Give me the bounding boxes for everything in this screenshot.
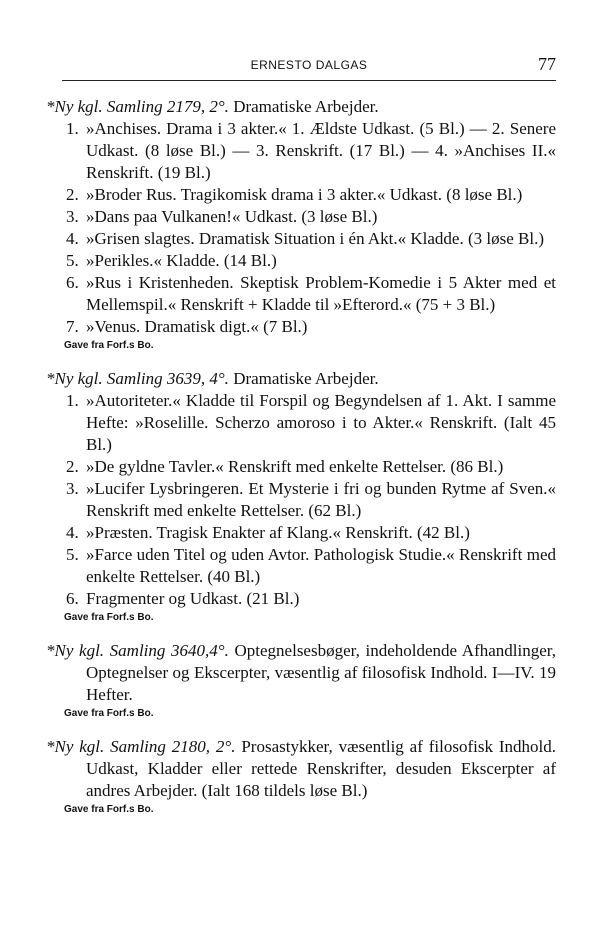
item-number: 6. [66, 589, 79, 608]
entry-title: Dramatiske Arbejder. [233, 97, 379, 116]
item-text: »Anchises. Drama i 3 akter.« 1. Ældste Udkast. (5 Bl.) — 2. Senere Udkast. (8 løse Bl.) — 3. Renskrift. (17 Bl.) — 4. »Anchises II.« Renskrift. (19 Bl.) [86, 119, 556, 182]
item-number: 4. [66, 229, 79, 248]
item-text: »De gyldne Tavler.« Renskrift med enkelte Rettelser. (86 Bl.) [86, 457, 504, 476]
item-text: »Perikles.« Kladde. (14 Bl.) [86, 251, 277, 270]
list-item [46, 456, 556, 478]
item-number: 3. [66, 479, 79, 498]
item-list [46, 390, 556, 610]
list-item [46, 390, 556, 456]
item-number: 6. [66, 273, 79, 292]
item-number: 7. [66, 317, 79, 336]
entry-heading [46, 368, 556, 390]
provenance-note: Gave fra Forf.s Bo. [64, 708, 154, 719]
provenance-note: Gave fra Forf.s Bo. [64, 340, 154, 351]
item-number: 2. [66, 185, 79, 204]
running-header [62, 52, 556, 82]
provenance-note: Gave fra Forf.s Bo. [64, 612, 154, 623]
entry-title: Dramatiske Arbejder. [233, 369, 379, 388]
item-text: »Rus i Kristenheden. Skeptisk Problem-Komedie i 5 Akter med et Mellemspil.« Renskrift + Kladde til »Efterord.« (75 + 3 Bl.) [86, 273, 556, 314]
item-text: »Farce uden Titel og uden Avtor. Pathologisk Studie.« Renskrift med enkelte Rettelser. (40 Bl.) [86, 545, 556, 586]
item-number: 4. [66, 523, 79, 542]
entry-heading [46, 96, 556, 118]
item-number: 5. [66, 545, 79, 564]
catalog-entry [46, 368, 556, 626]
shelfmark: *Ny kgl. Samling 3639, 4°. [46, 369, 229, 388]
list-item [46, 588, 556, 610]
item-number: 5. [66, 251, 79, 270]
provenance-note: Gave fra Forf.s Bo. [64, 804, 154, 815]
header-author: ERNESTO DALGAS [250, 58, 368, 72]
item-text: Fragmenter og Udkast. (21 Bl.) [86, 589, 300, 608]
page-number: 77 [538, 54, 556, 74]
list-item [46, 184, 556, 206]
item-number: 1. [66, 391, 79, 410]
item-number: 1. [66, 119, 79, 138]
catalog-entry [46, 96, 556, 354]
item-text: »Autoriteter.« Kladde til Forspil og Begyndelsen af 1. Akt. I samme Hefte: »Roselille. Scherzo amoroso i to Akter.« Renskrift. (Ialt 45 Bl.) [86, 391, 556, 454]
item-number: 2. [66, 457, 79, 476]
list-item [46, 522, 556, 544]
entry-heading [46, 736, 556, 802]
shelfmark: *Ny kgl. Samling 3640,4°. [46, 641, 229, 660]
catalog-content [46, 96, 556, 832]
item-text: »Dans paa Vulkanen!« Udkast. (3 løse Bl.) [86, 207, 378, 226]
list-item [46, 544, 556, 588]
header-rule [62, 80, 556, 81]
entry-title: Optegnelsesbøger, indeholdende Afhandlinger, Optegnelser og Ekscerpter, væsentlig af filosofisk Indhold. I—IV. 19 Hefter. [86, 641, 556, 704]
item-list [46, 118, 556, 338]
entry-heading [46, 640, 556, 706]
entry-title: Prosastykker, væsentlig af filosofisk Indhold. Udkast, Kladder eller rettede Renskrifter, desuden Ekscerpter af andres Arbejder. (Ialt 168 tildels løse Bl.) [86, 737, 556, 800]
item-number: 3. [66, 207, 79, 226]
item-text: »Lucifer Lysbringeren. Et Mysterie i fri og bunden Rytme af Sven.« Renskrift med enkelte Rettelser. (62 Bl.) [86, 479, 556, 520]
list-item [46, 272, 556, 316]
item-text: »Præsten. Tragisk Enakter af Klang.« Renskrift. (42 Bl.) [86, 523, 470, 542]
list-item [46, 316, 556, 338]
shelfmark: *Ny kgl. Samling 2180, 2°. [46, 737, 236, 756]
list-item [46, 478, 556, 522]
list-item [46, 228, 556, 250]
list-item [46, 206, 556, 228]
list-item [46, 250, 556, 272]
catalog-entry [46, 736, 556, 818]
list-item [46, 118, 556, 184]
catalog-entry [46, 640, 556, 722]
item-text: »Grisen slagtes. Dramatisk Situation i én Akt.« Kladde. (3 løse Bl.) [86, 229, 544, 248]
item-text: »Venus. Dramatisk digt.« (7 Bl.) [86, 317, 308, 336]
shelfmark: *Ny kgl. Samling 2179, 2°. [46, 97, 229, 116]
item-text: »Broder Rus. Tragikomisk drama i 3 akter.« Udkast. (8 løse Bl.) [86, 185, 523, 204]
